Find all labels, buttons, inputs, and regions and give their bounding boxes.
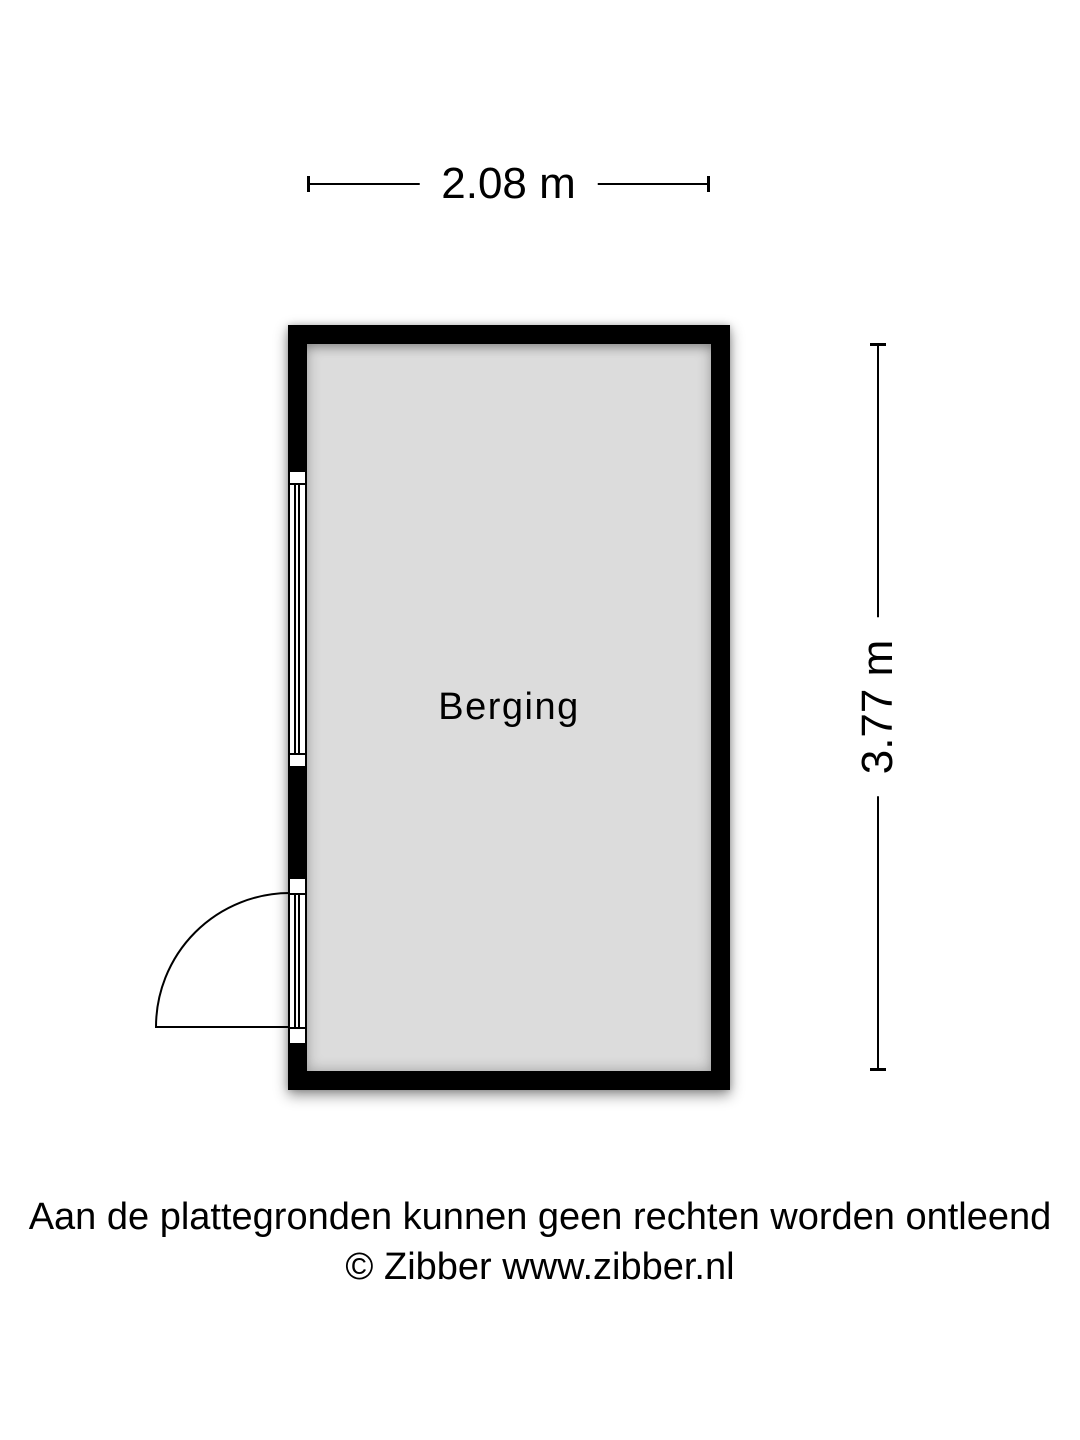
door-panel-line — [298, 895, 300, 1027]
width-dimension-tick-left — [307, 176, 310, 192]
window-frame-cap-bottom — [288, 753, 307, 768]
room-walls — [288, 325, 730, 1090]
height-dimension-tick-bottom — [870, 1068, 886, 1071]
window-frame-cap-top — [288, 470, 307, 485]
door-frame-cap-top — [288, 877, 307, 895]
room-label: Berging — [438, 686, 580, 728]
width-dimension-label: 2.08 m — [419, 160, 598, 208]
window-symbol — [288, 470, 307, 768]
door-panel-line — [294, 895, 296, 1027]
width-dimension-tick-right — [707, 176, 710, 192]
height-dimension-label: 3.77 m — [854, 618, 902, 797]
door-symbol — [288, 877, 307, 1045]
width-dimension — [307, 158, 710, 208]
window-glazing — [288, 485, 307, 753]
door-panel — [288, 895, 307, 1027]
footer — [0, 1192, 1080, 1292]
height-dimension — [852, 343, 902, 1071]
disclaimer-text: Aan de plattegronden kunnen geen rechten worden ontleend — [28, 1196, 1052, 1238]
height-dimension-tick-top — [870, 343, 886, 346]
window-pane-line — [294, 485, 296, 753]
room-interior — [307, 344, 711, 1071]
door-frame-cap-bottom — [288, 1027, 307, 1045]
window-pane-line — [298, 485, 300, 753]
copyright-text: © Zibber www.zibber.nl — [345, 1246, 735, 1288]
